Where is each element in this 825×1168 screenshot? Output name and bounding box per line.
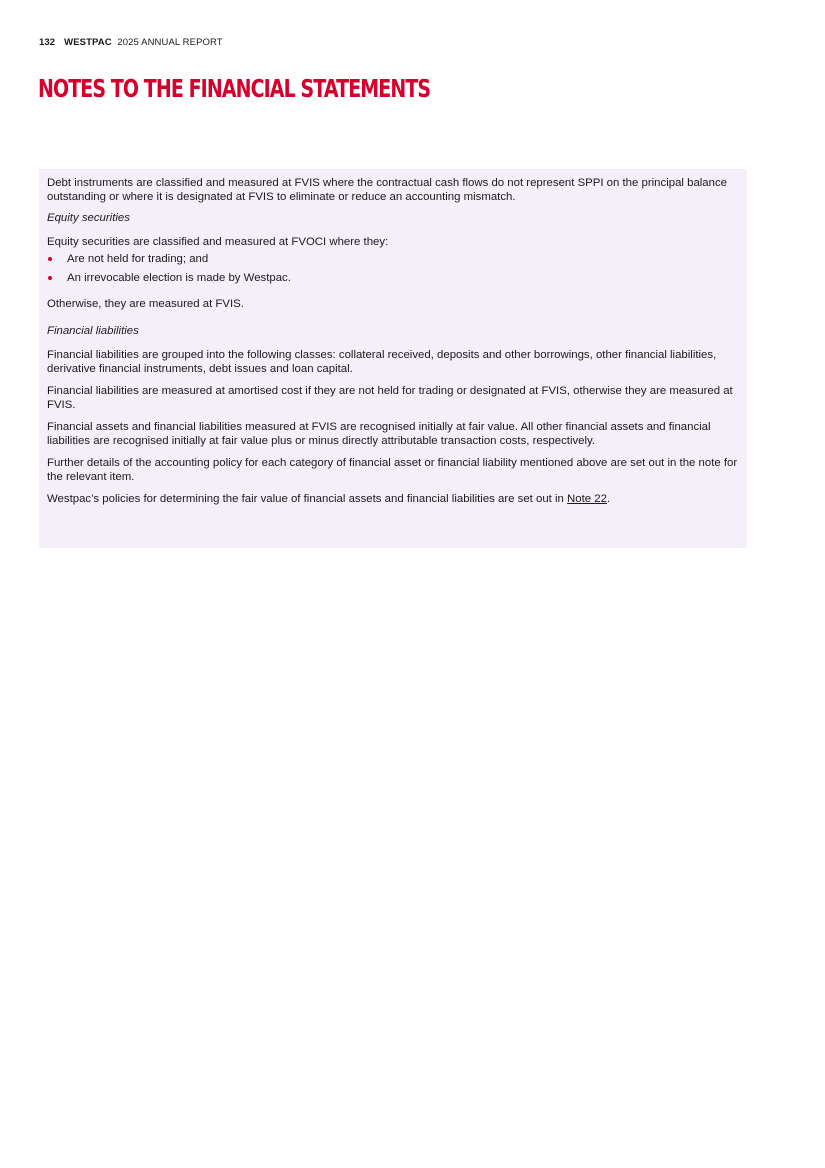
- list-item: [47, 252, 739, 266]
- report-name: 2025 ANNUAL REPORT: [117, 37, 223, 48]
- paragraph-liability-classes: Financial liabilities are grouped into the following classes: collateral received, deposits and other borrowings, other financial liabilities, derivative financial instruments, debt issues and loan capital.: [47, 349, 717, 375]
- paragraph-debt-instruments: Debt instruments are classified and measured at FVIS where the contractual cash flows do not represent SPPI on the principal balance outstanding or where it is designated at FVIS to eliminate or reduce an accounting mismatch.: [47, 177, 728, 203]
- paragraph-further-details: Further details of the accounting policy for each category of financial asset or financial liability mentioned above are set out in the note for the relevant item.: [47, 457, 738, 483]
- bullet-icon: [48, 276, 52, 280]
- accounting-policy-panel: [39, 169, 747, 548]
- page-title: NOTES TO THE FINANCIAL STATEMENTS: [38, 74, 431, 103]
- bullet-icon: [48, 257, 52, 261]
- list-item: [47, 271, 739, 285]
- running-header: [39, 37, 223, 48]
- brand-name: WESTPAC: [64, 37, 112, 48]
- list-item-text: Are not held for trading; and: [67, 253, 209, 265]
- paragraph-initial-recognition: Financial assets and financial liabilities measured at FVIS are recognised initially at fair value. All other financial assets and financial liabilities are recognised initially at fair value plus or minus directly attributable transaction costs, respectively.: [47, 421, 711, 447]
- policies-text: Westpac’s policies for determining the fair value of financial assets and financial liabilities are set out in: [47, 493, 568, 505]
- list-item-text: An irrevocable election is made by Westpac.: [67, 272, 291, 284]
- paragraph-amortised-cost: Financial liabilities are measured at amortised cost if they are not held for trading or designated at FVIS, otherwise they are measured at FVIS.: [47, 385, 733, 411]
- subheading-financial-liabilities: Financial liabilities: [47, 325, 139, 337]
- paragraph-fair-value-policies: [47, 492, 739, 506]
- note-22-link[interactable]: Note 22: [567, 493, 607, 505]
- bullet-list: [47, 252, 739, 285]
- subheading-equity-securities: Equity securities: [47, 212, 130, 224]
- paragraph-equity-intro: Equity securities are classified and measured at FVOCI where they:: [47, 236, 389, 248]
- policies-suffix: .: [606, 493, 611, 505]
- page-number: 132: [39, 37, 56, 48]
- paragraph-otherwise: Otherwise, they are measured at FVIS.: [47, 298, 244, 310]
